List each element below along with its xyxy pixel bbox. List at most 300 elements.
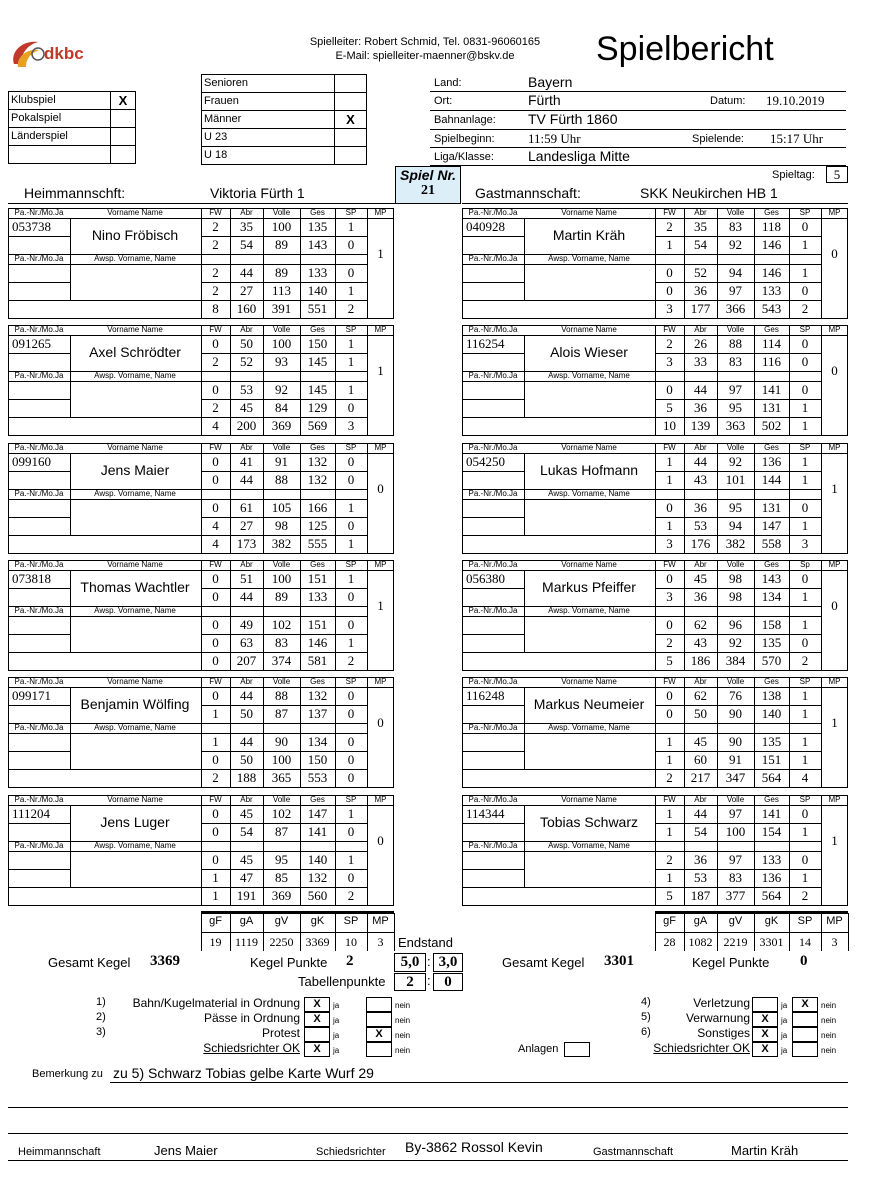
score-cell: 62 [694,617,707,632]
score-cell: 0 [801,354,809,369]
score-cell: 1 [666,824,673,839]
score-cell: 0 [347,688,355,703]
score-cell: 1 [801,870,809,885]
score-cell: 90 [275,734,288,749]
col-header-volle: Volle [726,443,745,452]
col-header-mp: MP [828,443,841,452]
score-cell: 151 [307,571,328,586]
score-cell: 54 [240,237,253,252]
total-cell: 5 [666,888,673,903]
score-cell: 1 [212,706,219,721]
nein-label: nein [821,1046,837,1055]
ja-label: ja [333,1031,340,1040]
totals-header: SP [797,915,813,927]
player-mp: 1 [831,481,838,496]
score-cell: 93 [275,354,288,369]
nein-label: nein [395,1031,411,1040]
col-header-ges: Ges [310,443,325,452]
score-cell: 133 [761,852,782,867]
total-cell: 5 [666,653,673,668]
col-header-name: Vorname Name [107,208,163,217]
score-cell: 33 [694,354,707,369]
category-checkbox[interactable] [334,146,367,165]
total-cell: 2 [212,770,219,785]
total-cell: 382 [725,536,746,551]
check-nein-box[interactable] [792,1027,818,1042]
check-nein-box[interactable]: X [792,997,818,1012]
score-cell: 100 [271,752,292,767]
col-header-pnr: Pa.-Nr./Mo.Ja [14,371,64,380]
check-nein-box[interactable] [366,1012,392,1027]
col-header-sub: Awsp. Vorname, Name [94,606,176,615]
col-header-pnr: Pa.-Nr./Mo.Ja [468,841,518,850]
ort-label: Ort: [434,95,453,107]
score-cell: 0 [212,500,219,515]
score-cell: 92 [729,237,742,252]
land-label: Land: [434,77,462,89]
col-header-name: Vorname Name [107,677,163,686]
score-cell: 89 [275,589,288,604]
player-name: Martin Kräh [552,227,626,243]
check-nein-box[interactable] [792,1012,818,1027]
category-label: U 18 [201,146,335,165]
total-cell: 569 [307,418,328,433]
total-cell: 564 [761,888,782,903]
score-cell: 90 [729,734,742,749]
score-cell: 49 [240,617,253,632]
score-cell: 0 [212,382,219,397]
totals-value: 3301 [759,935,784,949]
spiel-nr-box [395,166,461,204]
totals-header: gA [239,915,254,927]
total-cell: 1 [347,536,355,551]
category-checkbox[interactable] [334,92,367,111]
score-cell: 0 [801,571,809,586]
ja-label: ja [333,1001,340,1010]
col-header-name: Vorname Name [561,325,617,334]
col-header-fw: FW [209,795,222,804]
score-cell: 150 [307,752,328,767]
category-label: Frauen [201,92,335,111]
ja-label: ja [333,1046,340,1055]
score-cell: 36 [694,283,707,298]
match-type-checkbox[interactable] [110,109,136,128]
score-cell: 36 [694,400,707,415]
score-cell: 44 [694,382,707,397]
match-type-label: Klubspiel [8,91,111,110]
guest-kp-label: Kegel Punkte [692,955,770,970]
score-cell: 2 [666,852,673,867]
bemerkung-text[interactable]: zu 5) Schwarz Tobias gelbe Karte Wurf 29 [113,1065,374,1081]
col-header-pnr: Pa.-Nr./Mo.Ja [468,560,518,569]
score-cell: 45 [240,852,253,867]
score-cell: 62 [694,688,707,703]
totals-header: MP [372,915,389,927]
score-cell: 154 [761,824,782,839]
score-cell: 91 [275,454,288,469]
score-cell: 76 [729,688,742,703]
score-cell: 100 [271,219,292,234]
check-ja-box[interactable]: X [304,997,330,1012]
col-header-sub: Awsp. Vorname, Name [94,723,176,732]
col-header-fw: FW [209,325,222,334]
total-cell: 374 [271,653,292,668]
spiel-nr-value: 21 [421,183,435,198]
col-header-sp: SP [799,208,811,217]
score-cell: 1 [801,617,809,632]
score-cell: 36 [694,852,707,867]
score-cell: 0 [212,688,219,703]
score-cell: 88 [729,336,742,351]
player-number: 111204 [12,806,51,821]
score-cell: 0 [801,806,809,821]
ende-label: Spielende: [692,133,744,145]
total-cell: 570 [761,653,782,668]
score-cell: 45 [694,734,707,749]
anlagen-label: Anlagen [518,1043,559,1055]
col-header-ges: Ges [764,208,779,217]
total-cell: 0 [212,653,219,668]
logo-text: dkbc [44,44,84,63]
score-cell: 102 [271,806,292,821]
total-cell: 382 [271,536,292,551]
footer-sr-label: Schiedsrichter [316,1146,386,1158]
match-type-checkbox[interactable] [110,145,136,164]
score-cell: 88 [275,688,288,703]
score-cell: 83 [275,635,288,650]
check-number: 4) [641,996,651,1008]
score-cell: 118 [761,219,782,234]
home-team-label: Heimmannschft: [24,185,126,201]
anlagen-box[interactable] [564,1042,590,1057]
col-header-mp: MP [828,795,841,804]
check-nein-box[interactable] [366,997,392,1012]
check-ja-box[interactable]: X [304,1042,330,1057]
col-header-volle: Volle [726,795,745,804]
endstand-guest: 3,0 [433,953,463,972]
score-cell: 2 [212,237,219,252]
col-header-ges: Ges [764,560,779,569]
player-number: 091265 [12,336,51,351]
score-cell: 116 [761,354,782,369]
check-ja-box[interactable] [752,997,778,1012]
col-header-abr: Abr [240,795,253,804]
score-cell: 83 [729,354,742,369]
match-type-label: Pokalspiel [8,109,111,128]
col-header-sp_alt: Sp [800,560,810,569]
score-cell: 136 [761,454,782,469]
total-cell: 160 [236,301,257,316]
col-header-sub: Awsp. Vorname, Name [94,841,176,850]
score-cell: 146 [761,265,782,280]
score-cell: 140 [307,283,328,298]
score-cell: 1 [666,870,673,885]
score-cell: 83 [729,870,742,885]
score-cell: 141 [761,382,782,397]
col-header-mp: MP [828,208,841,217]
score-cell: 133 [307,589,328,604]
tabellen-home: 2 [394,973,426,991]
col-header-sp: SP [345,208,357,217]
bahn-value: TV Fürth 1860 [528,111,618,127]
total-cell: 377 [725,888,746,903]
score-cell: 2 [212,219,219,234]
totals-value: 14 [799,935,811,949]
col-header-sp: SP [799,325,811,334]
score-cell: 44 [240,589,253,604]
score-cell: 35 [240,219,253,234]
score-cell: 137 [307,706,328,721]
endstand-colon: : [427,954,431,969]
col-header-sp: SP [345,443,357,452]
check-nein-box[interactable] [792,1042,818,1057]
col-header-mp: MP [374,208,387,217]
col-header-fw: FW [663,208,676,217]
player-mp: 0 [377,715,384,730]
score-cell: 1 [801,400,809,415]
category-checkbox[interactable] [334,74,367,93]
score-cell: 63 [240,635,253,650]
col-header-mp: MP [374,560,387,569]
player-mp: 1 [377,363,384,378]
score-cell: 145 [307,354,328,369]
score-cell: 0 [666,706,673,721]
total-cell: 391 [271,301,292,316]
score-cell: 95 [275,852,288,867]
col-header-name: Vorname Name [107,795,163,804]
col-header-sub: Awsp. Vorname, Name [548,841,630,850]
col-header-sub: Awsp. Vorname, Name [548,606,630,615]
score-cell: 1 [801,237,809,252]
guest-team-label: Gastmannschaft: [475,185,581,201]
col-header-sub: Awsp. Vorname, Name [548,723,630,732]
score-cell: 1 [666,237,673,252]
score-cell: 87 [275,824,288,839]
col-header-pnr: Pa.-Nr./Mo.Ja [468,723,518,732]
check-nein-box[interactable] [366,1042,392,1057]
total-cell: 139 [690,418,711,433]
check-label: Bahn/Kugelmaterial in Ordnung [132,996,300,1010]
totals-value: 28 [663,935,676,949]
score-cell: 133 [761,283,782,298]
score-cell: 92 [275,382,288,397]
score-cell: 132 [307,688,328,703]
score-cell: 97 [729,806,742,821]
col-header-fw: FW [209,443,222,452]
score-cell: 0 [212,454,219,469]
col-header-abr: Abr [694,208,707,217]
total-cell: 555 [307,536,328,551]
col-header-ges: Ges [310,325,325,334]
score-cell: 1 [347,283,355,298]
col-header-name: Vorname Name [107,325,163,334]
score-cell: 1 [666,734,673,749]
col-header-abr: Abr [240,208,253,217]
col-header-ges: Ges [310,795,325,804]
col-header-abr: Abr [694,795,707,804]
beginn-value: 11:59 Uhr [528,131,581,146]
category-label: Senioren [201,74,335,93]
page-title: Spielbericht [596,30,774,68]
col-header-mp: MP [374,677,387,686]
col-header-pnr: Pa.-Nr./Mo.Ja [468,254,518,263]
score-cell: 53 [240,382,253,397]
footer-heim-label: Heimmannschaft [18,1146,101,1158]
col-header-name: Vorname Name [107,443,163,452]
bahn-label: Bahnanlage: [434,114,496,126]
player-number: 073818 [12,571,51,586]
col-header-sub: Awsp. Vorname, Name [94,371,176,380]
totals-value: 3 [377,935,384,949]
score-cell: 134 [307,734,328,749]
category-checkbox[interactable]: X [334,110,367,129]
score-cell: 1 [347,219,355,234]
player-number: 116248 [466,688,505,703]
totals-value: 3369 [305,935,330,949]
score-cell: 0 [347,734,355,749]
score-cell: 0 [212,852,219,867]
score-cell: 102 [271,617,292,632]
score-cell: 151 [761,752,782,767]
total-cell: 1 [801,418,809,433]
score-cell: 0 [666,382,673,397]
beginn-label: Spielbeginn: [434,133,495,145]
col-header-sp: SP [345,677,357,686]
check-ja-box[interactable]: X [752,1012,778,1027]
col-header-fw: FW [663,443,676,452]
footer-heim-value: Jens Maier [154,1143,218,1158]
check-label: Schiedsrichter OK [203,1041,300,1055]
score-cell: 0 [347,870,355,885]
home-gesamt-label: Gesamt Kegel [48,955,131,970]
check-label: Schiedsrichter OK [653,1041,750,1055]
score-cell: 1 [347,852,355,867]
score-cell: 53 [694,870,707,885]
check-ja-box[interactable]: X [752,1027,778,1042]
col-header-pnr: Pa.-Nr./Mo.Ja [14,723,64,732]
endstand-home: 5,0 [394,953,426,972]
score-cell: 1 [347,806,355,821]
ja-label: ja [781,1001,788,1010]
score-cell: 52 [240,354,253,369]
col-header-abr: Abr [694,560,707,569]
score-cell: 140 [761,706,782,721]
total-cell: 4 [212,418,219,433]
score-cell: 1 [666,752,673,767]
tabellen-label: Tabellenpunkte [298,974,386,989]
score-cell: 41 [240,454,253,469]
score-cell: 100 [271,571,292,586]
score-cell: 0 [347,454,355,469]
footer-sr-value: By-3862 Rossol Kevin [405,1139,543,1155]
score-cell: 0 [212,617,219,632]
col-header-pnr: Pa.-Nr./Mo.Ja [468,489,518,498]
col-header-pnr: Pa.-Nr./Mo.Ja [14,795,64,804]
score-cell: 47 [240,870,253,885]
score-cell: 98 [729,571,742,586]
totals-header: SP [343,915,359,927]
col-header-ges: Ges [764,443,779,452]
score-cell: 0 [801,382,809,397]
score-cell: 141 [307,824,328,839]
col-header-sp: SP [345,795,357,804]
score-cell: 0 [666,571,673,586]
score-cell: 44 [240,734,253,749]
score-cell: 97 [729,382,742,397]
col-header-fw: FW [663,560,676,569]
col-header-pnr: Pa.-Nr./Mo.Ja [14,208,64,217]
total-cell: 384 [725,653,746,668]
total-cell: 365 [271,770,292,785]
footer-gast-label: Gastmannschaft [593,1146,674,1158]
score-cell: 44 [694,454,707,469]
score-cell: 140 [307,852,328,867]
check-number: 3) [96,1026,106,1038]
check-ja-box[interactable]: X [304,1012,330,1027]
total-cell: 369 [271,418,292,433]
score-cell: 97 [729,283,742,298]
col-header-name: Vorname Name [561,208,617,217]
total-cell: 369 [271,888,292,903]
total-cell: 2 [347,653,355,668]
score-cell: 1 [801,752,809,767]
score-cell: 97 [729,852,742,867]
score-cell: 54 [694,824,707,839]
col-header-pnr: Pa.-Nr./Mo.Ja [14,677,64,686]
score-cell: 101 [725,472,746,487]
check-label: Pässe in Ordnung [203,1011,300,1025]
check-ja-box[interactable]: X [752,1042,778,1057]
category-checkbox[interactable] [334,128,367,147]
col-header-ges: Ges [310,677,325,686]
ja-label: ja [781,1016,788,1025]
total-cell: 1 [212,888,219,903]
contact-line-1: Spielleiter: Robert Schmid, Tel. 0831-96060165 [309,36,541,48]
score-cell: 100 [271,336,292,351]
match-type-checkbox[interactable]: X [110,91,136,110]
check-ja-box[interactable] [304,1027,330,1042]
guest-gesamt-label: Gesamt Kegel [502,955,585,970]
check-nein-box[interactable]: X [366,1027,392,1042]
score-cell: 0 [212,571,219,586]
col-header-volle: Volle [272,560,291,569]
score-cell: 1 [801,688,809,703]
player-number: 056380 [466,571,505,586]
score-cell: 0 [212,472,219,487]
score-cell: 1 [801,472,809,487]
score-cell: 44 [240,265,253,280]
col-header-ges: Ges [764,795,779,804]
total-cell: 176 [690,536,711,551]
score-cell: 114 [761,336,782,351]
category-label: U 23 [201,128,335,147]
score-cell: 135 [761,734,782,749]
col-header-pnr: Pa.-Nr./Mo.Ja [468,606,518,615]
totals-header: gF [209,915,222,927]
col-header-sp: SP [799,443,811,452]
col-header-abr: Abr [694,443,707,452]
nein-label: nein [821,1001,837,1010]
score-cell: 35 [694,219,707,234]
score-cell: 50 [240,336,253,351]
score-cell: 50 [694,706,707,721]
total-cell: 191 [236,888,257,903]
col-header-pnr: Pa.-Nr./Mo.Ja [14,254,64,263]
match-type-checkbox[interactable] [110,127,136,146]
score-cell: 146 [307,635,328,650]
col-header-pnr: Pa.-Nr./Mo.Ja [14,560,64,569]
score-cell: 27 [240,518,253,533]
